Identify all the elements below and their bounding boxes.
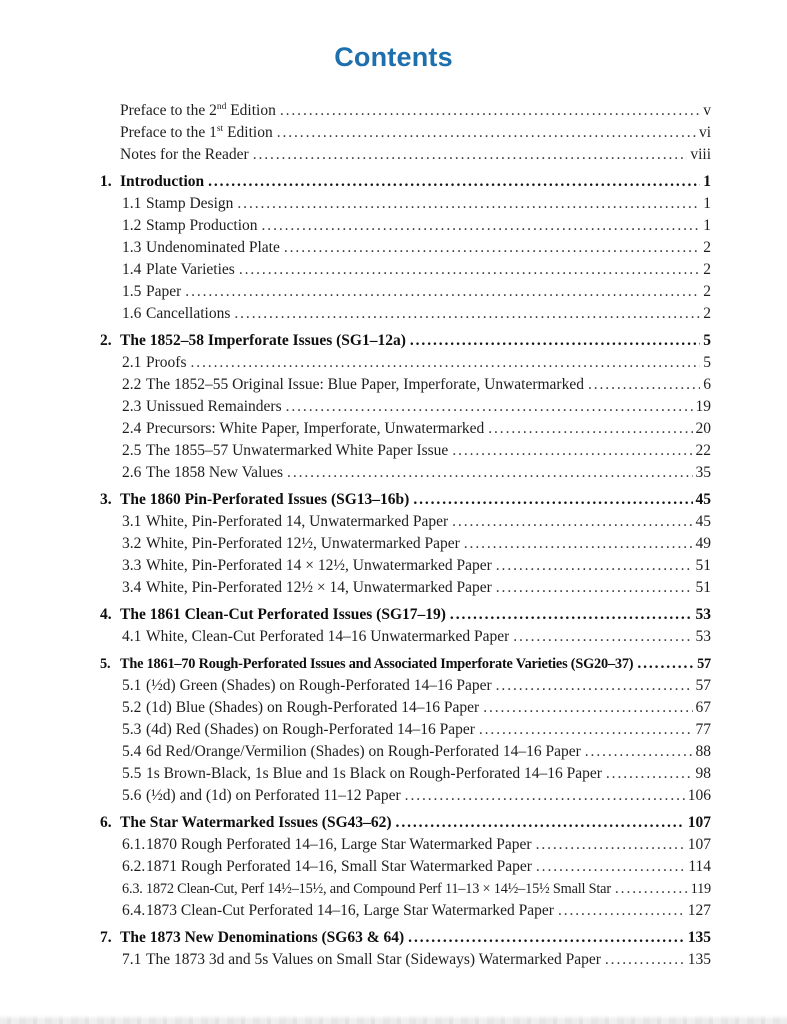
page-number: 1: [703, 173, 711, 190]
subsection-title: 1871 Rough Perforated 14–16, Small Star Watermarked Paper: [146, 858, 532, 875]
subsection-number: 6.3.: [122, 881, 143, 897]
dot-leader: [253, 144, 688, 166]
page-number: 2: [703, 239, 711, 256]
dot-leader: [615, 878, 688, 900]
dot-leader: [450, 604, 693, 626]
page-number: 119: [690, 881, 711, 897]
page-number: viii: [690, 146, 711, 163]
toc-subsection-entry: [100, 303, 711, 325]
toc-subsection-entry: [100, 555, 711, 577]
toc-subsection-entry: [100, 949, 711, 971]
section-number: 5.: [100, 656, 111, 672]
toc-subsection-entry: [100, 374, 711, 396]
page-number: 45: [695, 491, 711, 508]
subsection-title: Cancellations: [146, 305, 231, 322]
toc-subsection-entry: [100, 577, 711, 599]
toc-section-entry: [100, 171, 711, 193]
subsection-number: 2.5: [122, 442, 142, 459]
subsection-title: 6d Red/Orange/Vermilion (Shades) on Rough-Perforated 14–16 Paper: [146, 743, 581, 760]
toc-subsection-entry: [100, 396, 711, 418]
subsection-title: Stamp Production: [146, 217, 258, 234]
subsection-title: Plate Varieties: [146, 261, 235, 278]
toc-subsection-entry: [100, 215, 711, 237]
page-number: 127: [687, 902, 711, 919]
page-number: 2: [703, 261, 711, 278]
subsection-title: The 1855–57 Unwatermarked White Paper Issue: [146, 442, 449, 459]
toc-subsection-entry: [100, 533, 711, 555]
subsection-title: 1873 Clean-Cut Perforated 14–16, Large Star Watermarked Paper: [146, 902, 554, 919]
subsection-number: 5.3: [122, 721, 142, 738]
section-number: 2.: [100, 332, 112, 349]
toc-subsection-entry: [100, 878, 711, 900]
page-number: 45: [695, 513, 711, 530]
subsection-number: 2.6: [122, 464, 142, 481]
subsection-number: 5.6: [122, 787, 142, 804]
section-number: 3.: [100, 491, 112, 508]
subsection-title: (1d) Blue (Shades) on Rough-Perforated 14–16 Paper: [146, 699, 480, 716]
section-title: Introduction: [120, 173, 205, 190]
toc-subsection-entry: [100, 462, 711, 484]
dot-leader: [488, 418, 692, 440]
page-number: 5: [703, 332, 711, 349]
toc-list: [0, 73, 787, 971]
dot-leader: [237, 193, 700, 215]
dot-leader: [262, 215, 701, 237]
subsection-title: White, Pin-Perforated 14, Unwatermarked Paper: [146, 513, 449, 530]
page-number: 49: [695, 535, 711, 552]
page-number: 35: [695, 464, 711, 481]
subsection-title: White, Clean-Cut Perforated 14–16 Unwatermarked Paper: [146, 628, 510, 645]
subsection-number: 5.5: [122, 765, 142, 782]
entry-title: Preface to the 1st Edition: [120, 123, 273, 141]
scan-edge-artifact: [0, 1015, 787, 1024]
dot-leader: [496, 675, 693, 697]
subsection-title: White, Pin-Perforated 12½, Unwatermarked Paper: [146, 535, 460, 552]
subsection-number: 2.4: [122, 420, 142, 437]
subsection-number: 1.4: [122, 261, 142, 278]
subsection-number: 2.3: [122, 398, 142, 415]
toc-section-entry: [100, 604, 711, 626]
subsection-number: 3.4: [122, 579, 142, 596]
page-number: 5: [703, 354, 711, 371]
page-number: vi: [698, 124, 711, 141]
page-number: 2: [703, 283, 711, 300]
toc-subsection-entry: [100, 281, 711, 303]
page-number: 57: [697, 656, 711, 672]
page-number: 53: [695, 628, 711, 645]
page-number: 107: [687, 836, 711, 853]
dot-leader: [185, 281, 700, 303]
subsection-number: 2.1: [122, 354, 142, 371]
page-number: 51: [695, 557, 711, 574]
section-number: 6.: [100, 814, 112, 831]
page-number: 135: [687, 929, 711, 946]
subsection-number: 1.2: [122, 217, 142, 234]
dot-leader: [280, 100, 700, 122]
subsection-title: (½d) and (1d) on Perforated 11–12 Paper: [146, 787, 401, 804]
section-number: 7.: [100, 929, 112, 946]
dot-leader: [588, 374, 700, 396]
dot-leader: [287, 462, 692, 484]
page-number: 2: [703, 305, 711, 322]
page-number: 1: [703, 195, 711, 212]
dot-leader: [405, 785, 685, 807]
section-title: The Star Watermarked Issues (SG43–62): [120, 814, 392, 831]
subsection-title: Unissued Remainders: [146, 398, 282, 415]
dot-leader: [496, 555, 693, 577]
page-number: 77: [695, 721, 711, 738]
dot-leader: [585, 741, 693, 763]
toc-section-entry: [100, 489, 711, 511]
dot-leader: [208, 171, 700, 193]
subsection-title: Paper: [146, 283, 182, 300]
toc-subsection-entry: [100, 259, 711, 281]
dot-leader: [496, 577, 693, 599]
dot-leader: [234, 303, 700, 325]
subsection-number: 1.3: [122, 239, 142, 256]
subsection-title: Undenominated Plate: [146, 239, 280, 256]
subsection-title: 1s Brown-Black, 1s Blue and 1s Black on Rough-Perforated 14–16 Paper: [146, 765, 602, 782]
subsection-number: 5.2: [122, 699, 142, 716]
dot-leader: [637, 653, 694, 675]
toc-subsection-entry: [100, 697, 711, 719]
page-title: Contents: [334, 42, 453, 72]
page-number: 22: [695, 442, 711, 459]
dot-leader: [452, 511, 692, 533]
dot-leader: [605, 949, 685, 971]
subsection-title: Stamp Design: [146, 195, 234, 212]
dot-leader: [452, 440, 692, 462]
subsection-number: 1.1: [122, 195, 142, 212]
subsection-title: White, Pin-Perforated 12½ × 14, Unwatermarked Paper: [146, 579, 492, 596]
toc-subsection-entry: [100, 511, 711, 533]
dot-leader: [410, 330, 700, 352]
subsection-number: 1.6: [122, 305, 142, 322]
toc-subsection-entry: [100, 237, 711, 259]
page-number: 106: [687, 787, 711, 804]
toc-subsection-entry: [100, 675, 711, 697]
toc-front-matter-entry: [100, 122, 711, 144]
toc-front-matter-entry: [100, 144, 711, 166]
page-number: 6: [703, 376, 711, 393]
subsection-number: 6.2.: [122, 858, 146, 875]
subsection-title: (4d) Red (Shades) on Rough-Perforated 14–16 Paper: [146, 721, 475, 738]
subsection-number: 5.4: [122, 743, 142, 760]
page-number: 57: [695, 677, 711, 694]
subsection-number: 3.3: [122, 557, 142, 574]
toc-subsection-entry: [100, 856, 711, 878]
toc-section-entry: [100, 653, 711, 675]
subsection-number: 2.2: [122, 376, 142, 393]
page-number: 19: [695, 398, 711, 415]
toc-subsection-entry: [100, 626, 711, 648]
toc-section-entry: [100, 330, 711, 352]
section-number: 4.: [100, 606, 112, 623]
subsection-number: 3.1: [122, 513, 142, 530]
dot-leader: [536, 856, 685, 878]
entry-title: Notes for the Reader: [120, 146, 249, 163]
subsection-number: 6.1.: [122, 836, 146, 853]
section-title: The 1873 New Denominations (SG63 & 64): [120, 929, 405, 946]
dot-leader: [286, 396, 693, 418]
subsection-title: Proofs: [146, 354, 187, 371]
page-number: v: [703, 102, 711, 119]
toc-subsection-entry: [100, 834, 711, 856]
toc-section-entry: [100, 927, 711, 949]
subsection-title: 1872 Clean-Cut, Perf 14½–15½, and Compound Perf 11–13 × 14½–15½ Small Star: [146, 881, 611, 897]
toc-subsection-entry: [100, 719, 711, 741]
dot-leader: [483, 697, 692, 719]
subsection-number: 3.2: [122, 535, 142, 552]
toc-front-matter-entry: [100, 100, 711, 122]
subsection-number: 4.1: [122, 628, 142, 645]
subsection-title: The 1858 New Values: [146, 464, 284, 481]
dot-leader: [558, 900, 685, 922]
page-number: 107: [687, 814, 711, 831]
dot-leader: [190, 352, 700, 374]
page-number: 135: [687, 951, 711, 968]
page-number: 20: [695, 420, 711, 437]
subsection-number: 5.1: [122, 677, 142, 694]
toc-subsection-entry: [100, 193, 711, 215]
page-number: 98: [695, 765, 711, 782]
subsection-title: 1870 Rough Perforated 14–16, Large Star Watermarked Paper: [146, 836, 532, 853]
subsection-title: The 1873 3d and 5s Values on Small Star (Sideways) Watermarked Paper: [146, 951, 601, 968]
dot-leader: [396, 812, 685, 834]
page-number: 67: [695, 699, 711, 716]
section-title: The 1861 Clean-Cut Perforated Issues (SG17–19): [120, 606, 446, 623]
subsection-title: (½d) Green (Shades) on Rough-Perforated 14–16 Paper: [146, 677, 492, 694]
dot-leader: [513, 626, 692, 648]
subsection-number: 7.1: [122, 951, 142, 968]
toc-subsection-entry: [100, 741, 711, 763]
toc-subsection-entry: [100, 785, 711, 807]
subsection-number: 6.4.: [122, 902, 146, 919]
subsection-title: White, Pin-Perforated 14 × 12½, Unwatermarked Paper: [146, 557, 492, 574]
subsection-number: 1.5: [122, 283, 142, 300]
page-number: 88: [695, 743, 711, 760]
section-title: The 1861–70 Rough-Perforated Issues and Associated Imperforate Varieties (SG20–37): [120, 656, 634, 672]
toc-subsection-entry: [100, 763, 711, 785]
page-number: 114: [688, 858, 711, 875]
entry-title: Preface to the 2nd Edition: [120, 101, 276, 119]
toc-subsection-entry: [100, 352, 711, 374]
page-number: 53: [695, 606, 711, 623]
dot-leader: [239, 259, 700, 281]
toc-subsection-entry: [100, 440, 711, 462]
toc-subsection-entry: [100, 418, 711, 440]
dot-leader: [536, 834, 685, 856]
subsection-title: Precursors: White Paper, Imperforate, Unwatermarked: [146, 420, 485, 437]
dot-leader: [284, 237, 700, 259]
dot-leader: [606, 763, 693, 785]
dot-leader: [479, 719, 693, 741]
subsection-title: The 1852–55 Original Issue: Blue Paper, Imperforate, Unwatermarked: [146, 376, 584, 393]
dot-leader: [413, 489, 692, 511]
dot-leader: [464, 533, 693, 555]
dot-leader: [408, 927, 685, 949]
section-title: The 1852–58 Imperforate Issues (SG1–12a): [120, 332, 406, 349]
section-number: 1.: [100, 173, 112, 190]
toc-subsection-entry: [100, 900, 711, 922]
section-title: The 1860 Pin-Perforated Issues (SG13–16b): [120, 491, 410, 508]
toc-section-entry: [100, 812, 711, 834]
page-number: 51: [695, 579, 711, 596]
dot-leader: [277, 122, 696, 144]
page-number: 1: [703, 217, 711, 234]
